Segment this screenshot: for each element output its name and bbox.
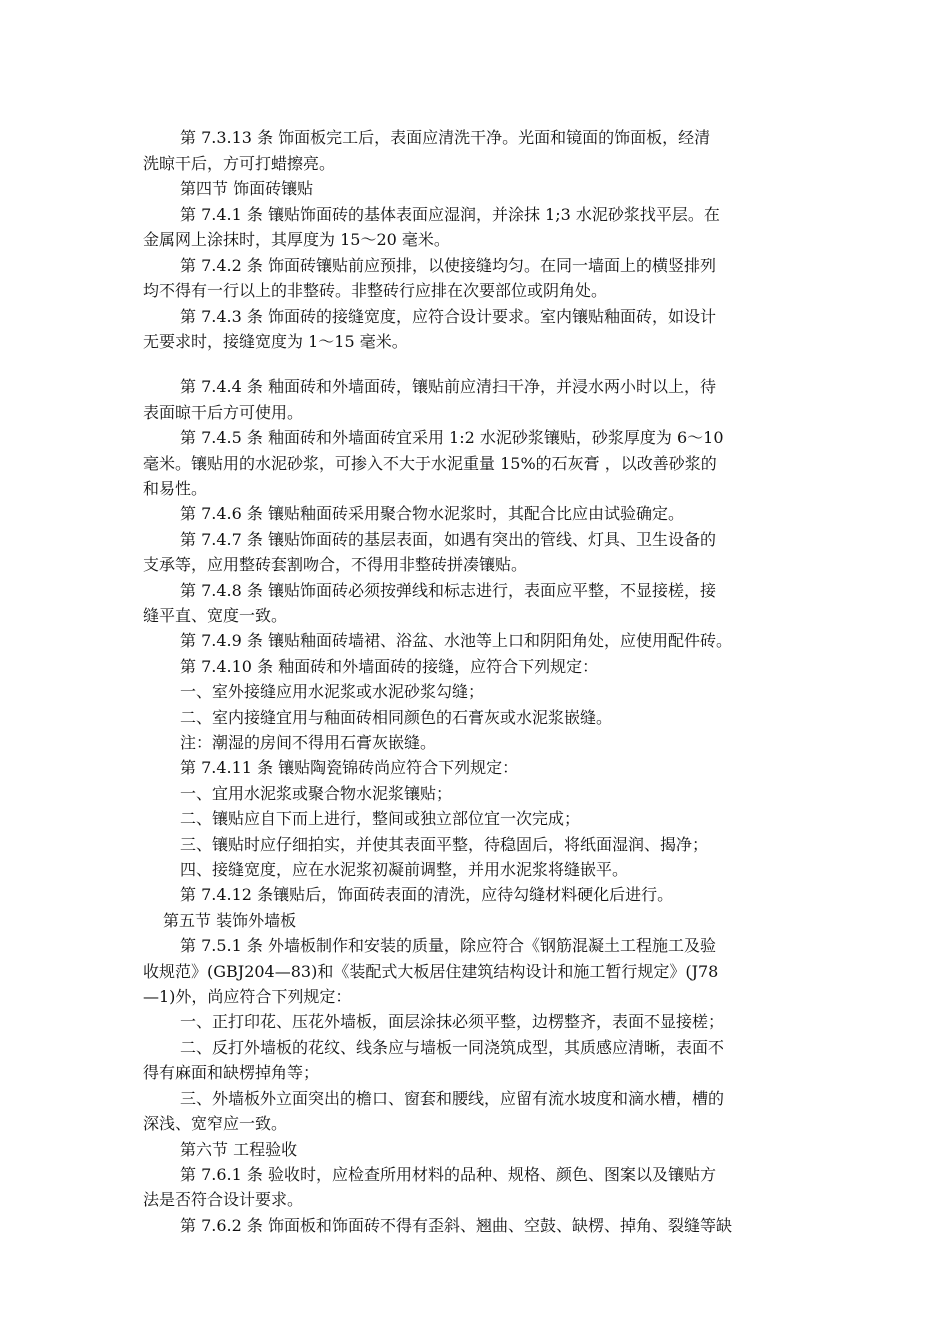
text-line: 和易性。 bbox=[143, 479, 208, 498]
text-line: 收规范》(GBJ204—83)和《装配式大板居住建筑结构设计和施工暂行规定》(J78 bbox=[143, 962, 719, 981]
text-line: 洗晾干后，方可打蜡擦亮。 bbox=[143, 154, 336, 173]
text-line: 深浅、宽窄应一致。 bbox=[143, 1114, 288, 1133]
text-line: 毫米。镶贴用的水泥砂浆，可掺入不大于水泥重量 15%的石灰膏 ，以改善砂浆的 bbox=[143, 454, 717, 473]
text-line: 支承等，应用整砖套割吻合，不得用非整砖拼凑镶贴。 bbox=[143, 555, 528, 574]
list-item: 三、外墙板外立面突出的檐口、窗套和腰线，应留有流水坡度和滴水槽，槽的 bbox=[180, 1089, 725, 1108]
clause-7-4-7: 第 7.4.7 条 镶贴饰面砖的基层表面，如遇有突出的管线、灯具、卫生设备的 bbox=[180, 530, 716, 549]
text-line: 法是否符合设计要求。 bbox=[143, 1190, 304, 1209]
list-item: 四、接缝宽度，应在水泥浆初凝前调整，并用水泥浆将缝嵌平。 bbox=[180, 860, 629, 879]
list-item: 一、室外接缝应用水泥浆或水泥砂浆勾缝； bbox=[180, 682, 485, 701]
clause-7-4-3: 第 7.4.3 条 饰面砖的接缝宽度，应符合设计要求。室内镶贴釉面砖，如设计 bbox=[180, 307, 716, 326]
text-line: —1)外，尚应符合下列规定： bbox=[143, 987, 352, 1006]
clause-7-6-1: 第 7.6.1 条 验收时，应检查所用材料的品种、规格、颜色、图案以及镶贴方 bbox=[180, 1165, 716, 1184]
clause-7-4-6: 第 7.4.6 条 镶贴釉面砖采用聚合物水泥浆时，其配合比应由试验确定。 bbox=[180, 504, 684, 523]
note-text: 注：潮湿的房间不得用石膏灰嵌缝。 bbox=[180, 733, 437, 752]
clause-7-4-12: 第 7.4.12 条镶贴后，饰面砖表面的清洗，应待勾缝材料硬化后进行。 bbox=[180, 885, 674, 904]
clause-7-6-2: 第 7.6.2 条 饰面板和饰面砖不得有歪斜、翘曲、空鼓、缺楞、掉角、裂缝等缺 bbox=[180, 1216, 732, 1235]
clause-7-4-10: 第 7.4.10 条 釉面砖和外墙面砖的接缝，应符合下列规定： bbox=[180, 657, 599, 676]
text-line: 得有麻面和缺楞掉角等； bbox=[143, 1063, 320, 1082]
clause-7-4-2: 第 7.4.2 条 饰面砖镶贴前应预排，以使接缝均匀。在同一墙面上的横竖排列 bbox=[180, 256, 716, 275]
list-item: 一、正打印花、压花外墙板，面层涂抹必须平整，边楞整齐，表面不显接槎； bbox=[180, 1012, 725, 1031]
list-item: 二、室内接缝宜用与釉面砖相同颜色的石膏灰或水泥浆嵌缝。 bbox=[180, 708, 613, 727]
clause-7-4-4: 第 7.4.4 条 釉面砖和外墙面砖，镶贴前应清扫干净，并浸水两小时以上，待 bbox=[180, 377, 716, 396]
section-heading-6: 第六节 工程验收 bbox=[180, 1140, 298, 1159]
text-line: 缝平直、宽度一致。 bbox=[143, 606, 288, 625]
list-item: 二、镶贴应自下而上进行，整间或独立部位宜一次完成； bbox=[180, 809, 581, 828]
section-heading-5: 第五节 装饰外墙板 bbox=[163, 911, 297, 930]
text-line: 均不得有一行以上的非整砖。非整砖行应排在次要部位或阴角处。 bbox=[143, 281, 608, 300]
text-line: 金属网上涂抹时，其厚度为 15～20 毫米。 bbox=[143, 230, 450, 249]
list-item: 三、镶贴时应仔细拍实，并使其表面平整，待稳固后，将纸面湿润、揭净； bbox=[180, 835, 709, 854]
clause-7-4-5: 第 7.4.5 条 釉面砖和外墙面砖宜采用 1:2 水泥砂浆镶贴，砂浆厚度为 6～10 bbox=[180, 428, 724, 447]
list-item: 二、反打外墙板的花纹、线条应与墙板一同浇筑成型，其质感应清晰，表面不 bbox=[180, 1038, 725, 1057]
clause-7-4-9: 第 7.4.9 条 镶贴釉面砖墙裙、浴盆、水池等上口和阴阳角处，应使用配件砖。 bbox=[180, 631, 732, 650]
section-heading-4: 第四节 饰面砖镶贴 bbox=[180, 179, 314, 198]
clause-7-3-13: 第 7.3.13 条 饰面板完工后，表面应清洗干净。光面和镜面的饰面板，经清 bbox=[180, 128, 711, 147]
text-line: 表面晾干后方可使用。 bbox=[143, 403, 304, 422]
list-item: 一、宜用水泥浆或聚合物水泥浆镶贴； bbox=[180, 784, 453, 803]
clause-7-5-1: 第 7.5.1 条 外墙板制作和安装的质量，除应符合《钢筋混凝土工程施工及验 bbox=[180, 936, 716, 955]
text-line: 无要求时，接缝宽度为 1～15 毫米。 bbox=[143, 332, 408, 351]
clause-7-4-11: 第 7.4.11 条 镶贴陶瓷锦砖尚应符合下列规定： bbox=[180, 758, 519, 777]
clause-7-4-1: 第 7.4.1 条 镶贴饰面砖的基体表面应湿润，并涂抹 1;3 水泥砂浆找平层。在 bbox=[180, 205, 720, 224]
clause-7-4-8: 第 7.4.8 条 镶贴饰面砖必须按弹线和标志进行，表面应平整，不显接槎，接 bbox=[180, 581, 716, 600]
